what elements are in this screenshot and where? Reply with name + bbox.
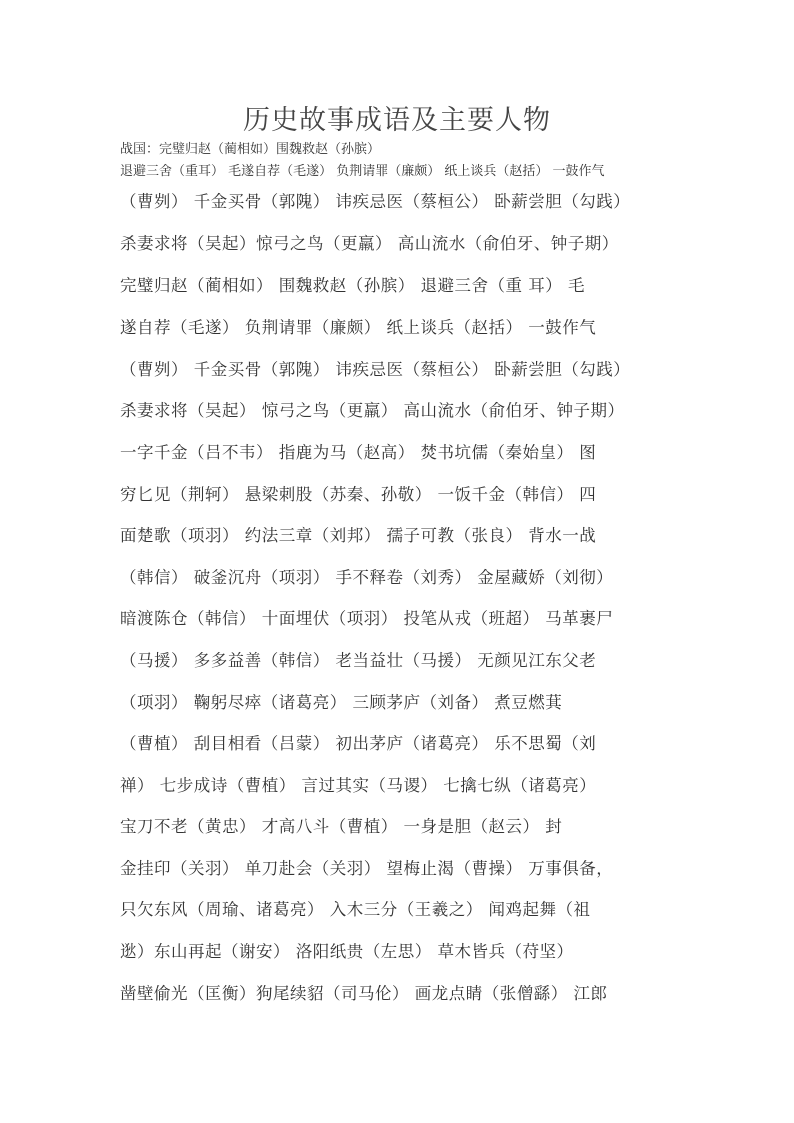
text-line: 穷匕见（荆轲） 悬梁刺股（苏秦、孙敬） 一饭千金（韩信） 四 <box>120 485 597 504</box>
text-line: 遂自荐（毛遂） 负荆请罪（廉颇） 纸上谈兵（赵括） 一鼓作气 <box>120 318 597 337</box>
text-line: 宝刀不老（黄忠） 才高八斗（曹植） 一身是胆（赵云） 封 <box>120 817 563 836</box>
text-line: 完璧归赵（蔺相如） 围魏救赵（孙膑） 退避三舍（重 耳） 毛 <box>120 276 585 295</box>
text-line: 逖）东山再起（谢安） 洛阳纸贵（左思） 草木皆兵（苻坚） <box>120 942 574 961</box>
small-text-line: 战国：完璧归赵（蔺相如）围魏救赵（孙膑） <box>120 142 381 157</box>
text-line: 一字千金（吕不韦） 指鹿为马（赵高） 焚书坑儒（秦始皇） 图 <box>120 443 597 462</box>
text-line: 杀妻求将（吴起）惊弓之鸟（更羸） 高山流水（俞伯牙、钟子期） <box>120 234 619 253</box>
text-line: 面楚歌（项羽） 约法三章（刘邦） 孺子可教（张良） 背水一战 <box>120 526 597 545</box>
text-line: （曹刿） 千金买骨（郭隗） 讳疾忌医（蔡桓公） 卧薪尝胆（勾践） <box>120 192 631 211</box>
text-line: 金挂印（关羽） 单刀赴会（关羽） 望梅止渴（曹操） 万事俱备， <box>120 859 614 878</box>
page-title: 历史故事成语及主要人物 <box>243 105 551 136</box>
text-line: 只欠东风（周瑜、诸葛亮） 入木三分（王羲之） 闻鸡起舞（祖 <box>120 900 591 919</box>
text-line: 禅） 七步成诗（曹植） 言过其实（马谡） 七擒七纵（诸葛亮） <box>120 776 597 795</box>
text-line: 杀妻求将（吴起） 惊弓之鸟（更羸） 高山流水（俞伯牙、钟子期） <box>120 401 625 420</box>
text-line: （韩信） 破釜沉舟（项羽） 手不释卷（刘秀） 金屋藏娇（刘彻） <box>120 568 614 587</box>
text-line: （曹植） 刮目相看（吕蒙） 初出茅庐（诸葛亮） 乐不思蜀（刘 <box>120 734 597 753</box>
small-text-line: 退避三舍（重耳） 毛遂自荐（毛遂） 负荆请罪（廉颇） 纸上谈兵（赵括） 一鼓作气 <box>120 164 605 179</box>
text-line: （项羽） 鞠躬尽瘁（诸葛亮） 三顾茅庐（刘备） 煮豆燃萁 <box>120 693 563 712</box>
text-line: 暗渡陈仓（韩信） 十面埋伏（项羽） 投笔从戎（班超） 马革裹尸 <box>120 609 614 628</box>
text-line: 凿壁偷光（匡衡）狗尾续貂（司马伦） 画龙点睛（张僧繇） 江郎 <box>120 984 608 1003</box>
text-line: （马援） 多多益善（韩信） 老当益壮（马援） 无颜见江东父老 <box>120 651 597 670</box>
text-line: （曹刿） 千金买骨（郭隗） 讳疾忌医（蔡桓公） 卧薪尝胆（勾践） <box>120 360 631 379</box>
